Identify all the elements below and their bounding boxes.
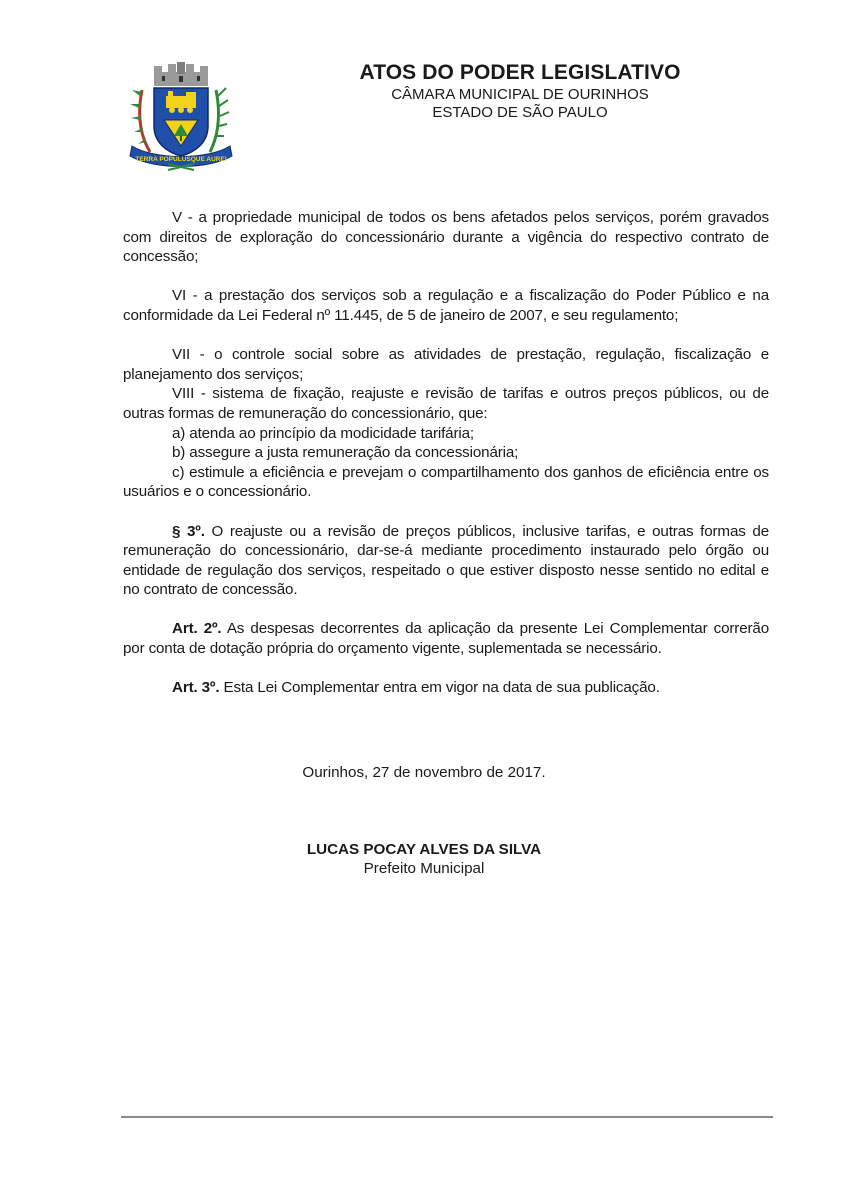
article-3-text: Esta Lei Complementar entra em vigor na data de sua publicação. [219,679,660,697]
article-3 [123,678,769,698]
signer-name: LUCAS POCAY ALVES DA SILVA [306,841,542,858]
spacer [123,600,769,620]
spacer [123,267,769,287]
item-v: V - a propriedade municipal de todos os bens afetados pelos serviços, porém gravados com direitos de exploração do concessionário durante a vigência do respectivo contrato de concessão; [123,209,769,266]
document-header [330,60,710,122]
spacer [123,326,769,346]
sub-item-b: b) assegure a justa remuneração da concessionária; [172,444,519,462]
article-2-label: Art. 2º. [172,620,222,638]
header-title: ATOS DO PODER LEGISLATIVO [359,61,681,84]
header-subtitle-chamber: CÂMARA MUNICIPAL DE OURINHOS [391,86,649,103]
paragraph-3 [123,522,769,600]
signer-role: Prefeito Municipal [363,860,485,877]
article-3-label: Art. 3º. [172,679,220,697]
svg-text:TERRA POPULUSQUE AUREI: TERRA POPULUSQUE AUREI [135,156,227,163]
date-line: Ourinhos, 27 de novembro de 2017. [302,764,546,781]
item-vii: VII - o controle social sobre as atividades de prestação, regulação, fiscalização e planejamento dos serviços; [123,346,769,383]
municipal-crest-icon [124,60,238,172]
header-subtitle-state: ESTADO DE SÃO PAULO [432,104,608,121]
document-body [123,208,769,698]
sub-item-c: c) estimule a eficiência e prevejam o compartilhamento dos ganhos de eficiência entre os usuários e o concessionário. [123,463,769,501]
spacer [123,502,769,522]
spacer [123,659,769,679]
item-viii: VIII - sistema de fixação, reajuste e revisão de tarifas e outros preços públicos, ou de outras formas de remuneração do concessionário, que: [123,385,769,422]
footer-divider [121,1116,773,1118]
sub-item-a: a) atenda ao princípio da modicidade tarifária; [172,424,474,442]
paragraph-3-text: O reajuste ou a revisão de preços públicos, inclusive tarifas, e outras formas de remuneração do concessionário, dar-se-á mediante procedimento instaurado pelo órgão ou entidade de regulação dos serviços, respeitado o que estiver disposto nesse sentido no edital e no contrato de concessão. [123,522,769,599]
item-vi: VI - a prestação dos serviços sob a regulação e a fiscalização do Poder Público e na conformidade da Lei Federal nº 11.445, de 5 de janeiro de 2007, e seu regulamento; [123,287,769,324]
article-2 [123,619,769,658]
paragraph-3-label: § 3º. [172,522,205,540]
article-2-text: As despesas decorrentes da aplicação da presente Lei Complementar correrão por conta de dotação própria do orçamento vigente, suplementada se necessário. [123,620,770,658]
